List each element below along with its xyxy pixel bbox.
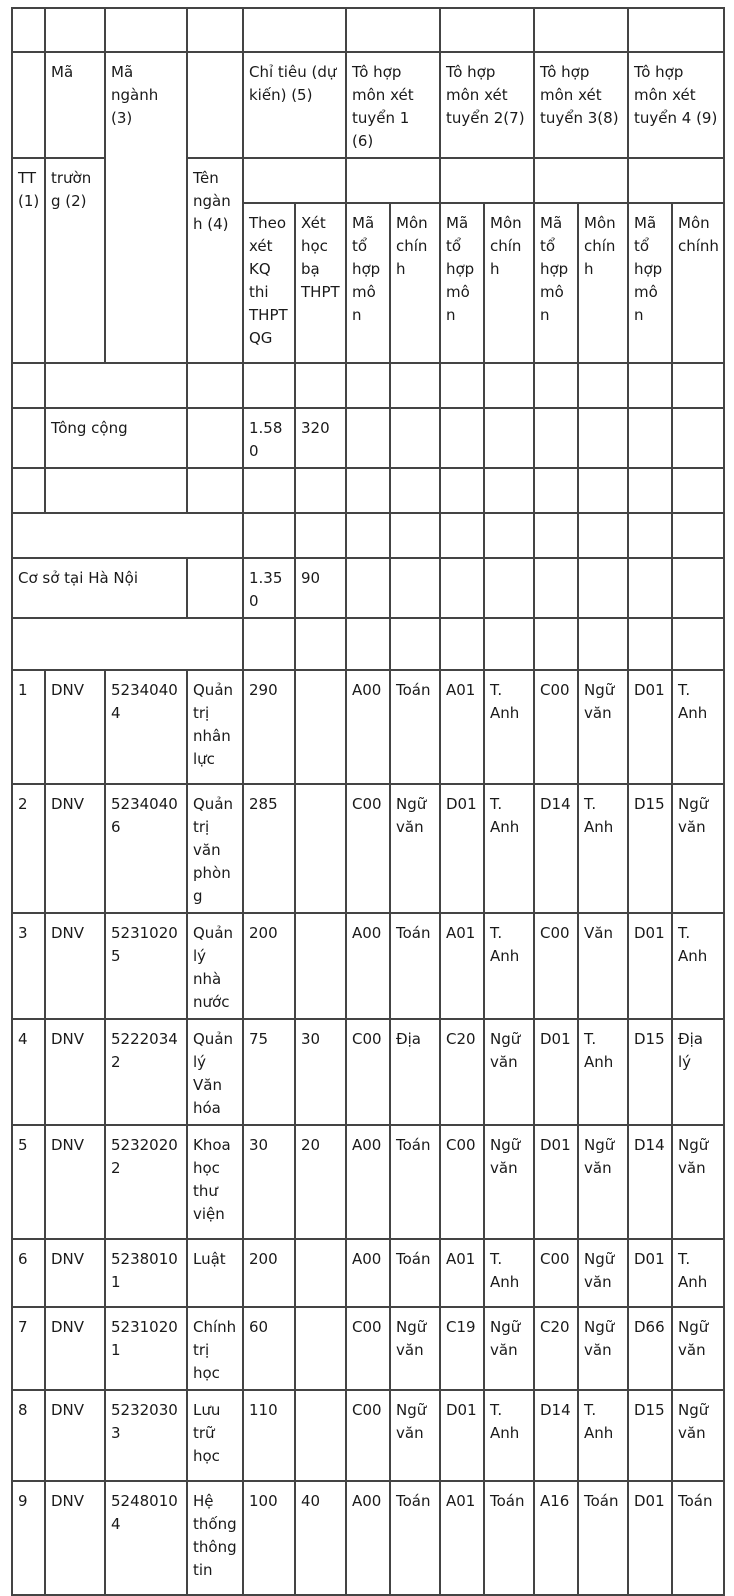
table-cell <box>628 158 724 203</box>
table-cell <box>243 8 346 52</box>
table-cell <box>346 8 440 52</box>
admission-quota-table <box>11 7 725 1596</box>
row-tt: 9 <box>12 1481 45 1595</box>
table-row-major <box>12 1019 724 1125</box>
row-to-hop-4-code: D01 <box>628 1239 672 1307</box>
row-ma-truong: DNV <box>45 913 105 1019</box>
row-to-hop-2-code: A01 <box>440 1481 484 1595</box>
row-to-hop-1-subject: Toán <box>390 670 440 784</box>
row-to-hop-3-code: D14 <box>534 784 578 913</box>
campus-label: Cơ sở tại Hà Nội <box>12 558 187 618</box>
row-ten-nganh: Lưu trữ học <box>187 1390 243 1481</box>
row-to-hop-1-code: A00 <box>346 670 390 784</box>
row-to-hop-1-code: A00 <box>346 1239 390 1307</box>
header-xet-hoc-ba: Xét học bạ THPT <box>295 203 346 363</box>
table-row-campus <box>12 558 724 618</box>
table-cell <box>187 52 243 158</box>
row-to-hop-2-code: A01 <box>440 1239 484 1307</box>
header-to-hop-4: Tô hợp môn xét tuyển 4 (9) <box>628 52 724 158</box>
row-chi-tieu-thpt: 110 <box>243 1390 295 1481</box>
row-tt: 1 <box>12 670 45 784</box>
row-to-hop-4-subject: T. Anh <box>672 913 724 1019</box>
row-to-hop-4-subject: Ngữ văn <box>672 1390 724 1481</box>
row-to-hop-4-code: D01 <box>628 1481 672 1595</box>
header-theo-xet: Theo xét KQ thi THPT QG <box>243 203 295 363</box>
row-to-hop-2-subject: T. Anh <box>484 913 534 1019</box>
row-to-hop-1-code: C00 <box>346 1307 390 1390</box>
header-ma-to-hop-mon: Mã tổ hợp môn <box>440 203 484 363</box>
row-to-hop-1-subject: Ngữ văn <box>390 784 440 913</box>
row-tt: 4 <box>12 1019 45 1125</box>
row-chi-tieu-hoc-ba: 20 <box>295 1125 346 1239</box>
table-row-major <box>12 1125 724 1239</box>
table-cell <box>12 8 45 52</box>
header-mon-chinh: Môn chính <box>484 203 534 363</box>
row-to-hop-1-subject: Ngữ văn <box>390 1307 440 1390</box>
row-chi-tieu-hoc-ba: 40 <box>295 1481 346 1595</box>
header-tt: TT (1) <box>12 158 45 363</box>
row-ma-truong: DNV <box>45 1307 105 1390</box>
row-to-hop-4-code: D01 <box>628 913 672 1019</box>
row-to-hop-2-subject: Ngữ văn <box>484 1307 534 1390</box>
table-cell <box>187 8 243 52</box>
campus-thpt: 1.350 <box>243 558 295 618</box>
row-ma-truong: DNV <box>45 670 105 784</box>
row-to-hop-2-subject: T. Anh <box>484 670 534 784</box>
row-to-hop-4-code: D15 <box>628 784 672 913</box>
row-to-hop-3-code: C00 <box>534 913 578 1019</box>
row-to-hop-4-code: D15 <box>628 1390 672 1481</box>
row-to-hop-3-subject: Ngữ văn <box>578 1239 628 1307</box>
row-to-hop-2-subject: T. Anh <box>484 784 534 913</box>
row-to-hop-3-code: D01 <box>534 1125 578 1239</box>
total-hoc-ba: 320 <box>295 408 346 468</box>
row-chi-tieu-hoc-ba: 30 <box>295 1019 346 1125</box>
table-row <box>12 618 724 670</box>
table-row-major <box>12 913 724 1019</box>
row-chi-tieu-hoc-ba <box>295 913 346 1019</box>
header-mon-chinh: Môn chính <box>390 203 440 363</box>
table-row-major <box>12 784 724 913</box>
row-chi-tieu-thpt: 285 <box>243 784 295 913</box>
row-chi-tieu-hoc-ba <box>295 670 346 784</box>
row-to-hop-2-subject: T. Anh <box>484 1390 534 1481</box>
table-cell <box>440 8 534 52</box>
row-to-hop-1-subject: Toán <box>390 1481 440 1595</box>
row-ten-nganh: Khoa học thư viện <box>187 1125 243 1239</box>
row-to-hop-4-code: D66 <box>628 1307 672 1390</box>
row-to-hop-4-subject: Ngữ văn <box>672 1125 724 1239</box>
row-to-hop-3-subject: T. Anh <box>578 1390 628 1481</box>
row-chi-tieu-hoc-ba <box>295 1390 346 1481</box>
row-ten-nganh: Quản trị văn phòng <box>187 784 243 913</box>
row-to-hop-1-code: C00 <box>346 1390 390 1481</box>
table-cell <box>534 158 628 203</box>
row-chi-tieu-thpt: 200 <box>243 1239 295 1307</box>
row-ten-nganh: Quản lý Văn hóa <box>187 1019 243 1125</box>
row-to-hop-4-subject: T. Anh <box>672 1239 724 1307</box>
row-ten-nganh: Quản lý nhà nước <box>187 913 243 1019</box>
row-to-hop-3-subject: Văn <box>578 913 628 1019</box>
row-to-hop-2-subject: Ngữ văn <box>484 1019 534 1125</box>
table-row-major <box>12 1307 724 1390</box>
row-ten-nganh: Chính trị học <box>187 1307 243 1390</box>
table-row-major <box>12 1390 724 1481</box>
table-cell <box>440 158 534 203</box>
row-ten-nganh: Luật <box>187 1239 243 1307</box>
row-ma-truong: DNV <box>45 1019 105 1125</box>
row-to-hop-1-code: A00 <box>346 1125 390 1239</box>
row-to-hop-1-subject: Ngữ văn <box>390 1390 440 1481</box>
total-thpt: 1.580 <box>243 408 295 468</box>
table-row <box>12 363 724 408</box>
table-row <box>12 52 724 158</box>
row-to-hop-3-subject: T. Anh <box>578 784 628 913</box>
row-ma-truong: DNV <box>45 1125 105 1239</box>
table-row-major <box>12 670 724 784</box>
row-tt: 3 <box>12 913 45 1019</box>
header-to-hop-2: Tô hợp môn xét tuyển 2(7) <box>440 52 534 158</box>
row-to-hop-2-code: C19 <box>440 1307 484 1390</box>
header-ma-to-hop-mon: Mã tổ hợp môn <box>628 203 672 363</box>
row-chi-tieu-thpt: 290 <box>243 670 295 784</box>
row-chi-tieu-thpt: 30 <box>243 1125 295 1239</box>
row-ten-nganh: Hệ thống thông tin <box>187 1481 243 1595</box>
row-to-hop-2-code: C00 <box>440 1125 484 1239</box>
row-to-hop-2-subject: Ngữ văn <box>484 1125 534 1239</box>
row-to-hop-1-code: A00 <box>346 913 390 1019</box>
row-chi-tieu-hoc-ba <box>295 784 346 913</box>
campus-hoc-ba: 90 <box>295 558 346 618</box>
row-ma-nganh: 52340406 <box>105 784 187 913</box>
row-to-hop-1-code: A00 <box>346 1481 390 1595</box>
row-to-hop-3-code: A16 <box>534 1481 578 1595</box>
row-ma-nganh: 52320202 <box>105 1125 187 1239</box>
header-ma-truong-top: Mã <box>45 52 105 158</box>
row-to-hop-2-code: D01 <box>440 1390 484 1481</box>
row-chi-tieu-thpt: 200 <box>243 913 295 1019</box>
row-to-hop-3-subject: Toán <box>578 1481 628 1595</box>
header-ma-to-hop-mon: Mã tổ hợp môn <box>534 203 578 363</box>
row-to-hop-2-code: A01 <box>440 913 484 1019</box>
row-to-hop-4-subject: Ngữ văn <box>672 1307 724 1390</box>
header-ma-to-hop-mon: Mã tổ hợp môn <box>346 203 390 363</box>
table-row-total <box>12 408 724 468</box>
row-to-hop-3-subject: Ngữ văn <box>578 1125 628 1239</box>
total-label: Tông cộng <box>45 408 187 468</box>
table-cell <box>628 8 724 52</box>
row-to-hop-4-code: D01 <box>628 670 672 784</box>
row-ma-truong: DNV <box>45 1390 105 1481</box>
table-cell <box>534 8 628 52</box>
row-ma-nganh: 52340404 <box>105 670 187 784</box>
header-chi-tieu: Chỉ tiêu (dự kiến) (5) <box>243 52 346 158</box>
row-chi-tieu-thpt: 100 <box>243 1481 295 1595</box>
row-ma-nganh: 52310201 <box>105 1307 187 1390</box>
row-ma-nganh: 52310205 <box>105 913 187 1019</box>
row-ma-nganh: 52220342 <box>105 1019 187 1125</box>
header-to-hop-3: Tô hợp môn xét tuyển 3(8) <box>534 52 628 158</box>
header-mon-chinh: Môn chính <box>578 203 628 363</box>
row-ma-truong: DNV <box>45 784 105 913</box>
row-to-hop-1-subject: Toán <box>390 913 440 1019</box>
row-to-hop-3-code: C00 <box>534 1239 578 1307</box>
table-row <box>12 513 724 558</box>
header-ma-nganh: Mã ngành (3) <box>105 52 187 363</box>
table-row-major <box>12 1481 724 1595</box>
row-tt: 7 <box>12 1307 45 1390</box>
row-chi-tieu-thpt: 75 <box>243 1019 295 1125</box>
row-tt: 2 <box>12 784 45 913</box>
row-to-hop-1-subject: Toán <box>390 1125 440 1239</box>
row-tt: 5 <box>12 1125 45 1239</box>
table-cell <box>243 158 346 203</box>
row-to-hop-2-subject: Toán <box>484 1481 534 1595</box>
row-ma-nganh: 52480104 <box>105 1481 187 1595</box>
row-chi-tieu-hoc-ba <box>295 1239 346 1307</box>
row-to-hop-4-subject: Ngữ văn <box>672 784 724 913</box>
table-row <box>12 468 724 513</box>
row-to-hop-2-code: D01 <box>440 784 484 913</box>
row-ma-truong: DNV <box>45 1481 105 1595</box>
header-ten-nganh: Tên ngành (4) <box>187 158 243 363</box>
row-to-hop-3-code: D01 <box>534 1019 578 1125</box>
row-tt: 6 <box>12 1239 45 1307</box>
row-to-hop-2-code: A01 <box>440 670 484 784</box>
row-tt: 8 <box>12 1390 45 1481</box>
row-to-hop-4-subject: Địa lý <box>672 1019 724 1125</box>
row-to-hop-2-code: C20 <box>440 1019 484 1125</box>
row-ma-truong: DNV <box>45 1239 105 1307</box>
row-to-hop-1-code: C00 <box>346 784 390 913</box>
table-cell <box>12 52 45 158</box>
header-mon-chinh: Môn chính <box>672 203 724 363</box>
table-row <box>12 8 724 52</box>
row-to-hop-3-code: C20 <box>534 1307 578 1390</box>
row-to-hop-4-subject: Toán <box>672 1481 724 1595</box>
row-to-hop-3-code: C00 <box>534 670 578 784</box>
row-to-hop-1-code: C00 <box>346 1019 390 1125</box>
row-chi-tieu-hoc-ba <box>295 1307 346 1390</box>
row-to-hop-4-code: D15 <box>628 1019 672 1125</box>
row-to-hop-4-code: D14 <box>628 1125 672 1239</box>
row-to-hop-1-subject: Toán <box>390 1239 440 1307</box>
row-to-hop-1-subject: Địa <box>390 1019 440 1125</box>
header-to-hop-1: Tô hợp môn xét tuyển 1 (6) <box>346 52 440 158</box>
row-to-hop-3-subject: Ngữ văn <box>578 670 628 784</box>
header-ma-truong-bottom: trường (2) <box>45 158 105 363</box>
row-to-hop-3-code: D14 <box>534 1390 578 1481</box>
row-chi-tieu-thpt: 60 <box>243 1307 295 1390</box>
table-cell <box>45 8 105 52</box>
row-ma-nganh: 52320303 <box>105 1390 187 1481</box>
table-cell <box>346 158 440 203</box>
table-cell <box>105 8 187 52</box>
row-ma-nganh: 52380101 <box>105 1239 187 1307</box>
row-to-hop-2-subject: T. Anh <box>484 1239 534 1307</box>
row-to-hop-4-subject: T. Anh <box>672 670 724 784</box>
table-row-major <box>12 1239 724 1307</box>
row-to-hop-3-subject: T. Anh <box>578 1019 628 1125</box>
row-to-hop-3-subject: Ngữ văn <box>578 1307 628 1390</box>
row-ten-nganh: Quản trị nhân lực <box>187 670 243 784</box>
